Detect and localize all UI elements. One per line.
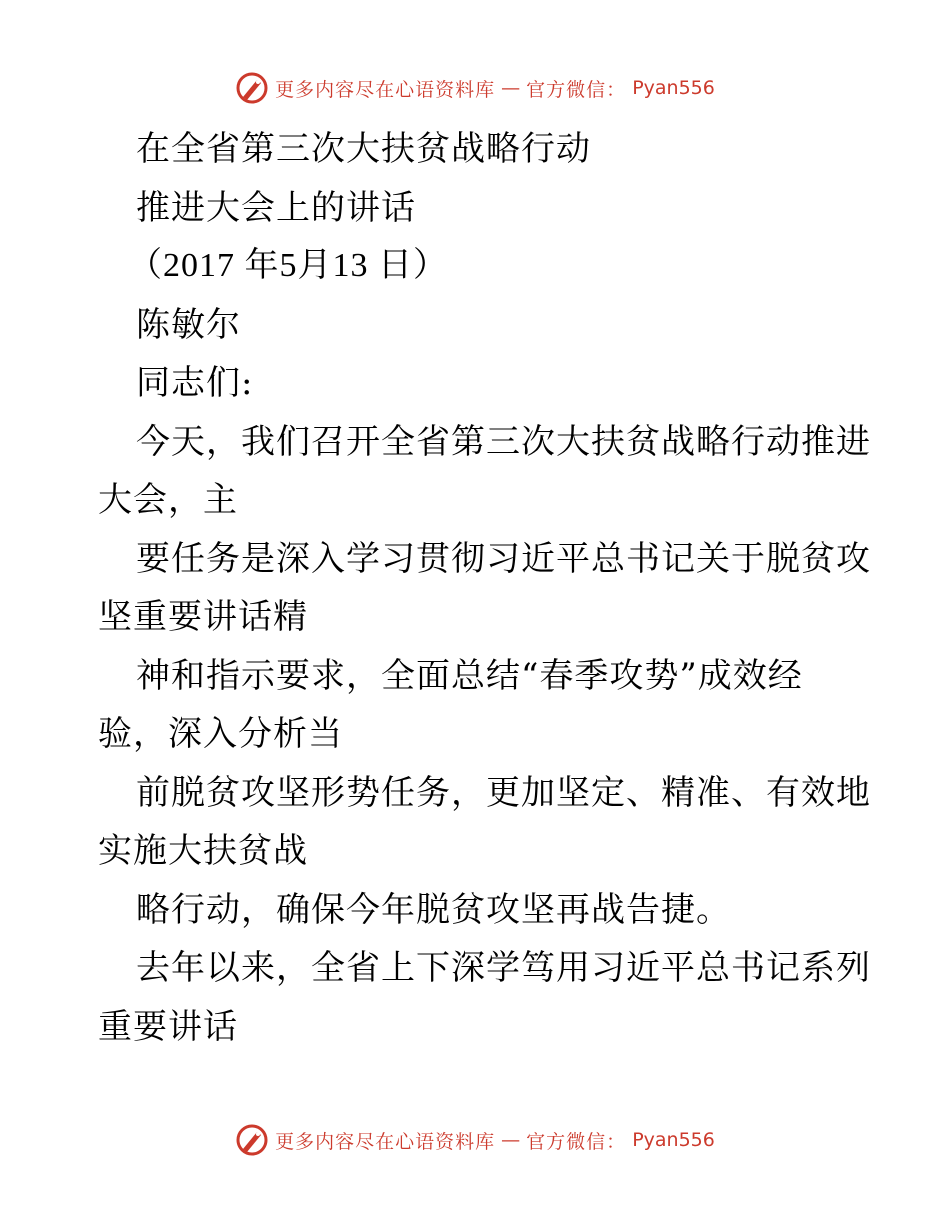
body-paragraphs (98, 413, 871, 1057)
pen-nib-logo-icon (235, 1123, 269, 1157)
salutation: 同志们: (136, 363, 254, 403)
body-line: 去年以来，全省上下深学笃用习近平总书记系列 (136, 948, 871, 988)
body-line: 略行动，确保今年脱贫攻坚再战告捷。 (136, 889, 731, 930)
body-line: 前脱贫攻坚形势任务，更加坚定、精准、有效地 (136, 772, 871, 813)
watermark-separator: — (501, 1129, 521, 1151)
watermark-separator: — (501, 77, 521, 99)
title-line-1: 在全省第三次大扶贫战略行动 (136, 129, 591, 169)
title-line-2: 推进大会上的讲话 (136, 187, 416, 228)
watermark-wechat-id: Pyan556 (632, 1129, 715, 1151)
watermark-wechat-id: Pyan556 (632, 77, 715, 99)
speech-date: （2017 年5月13 日） (128, 247, 448, 284)
author-name: 陈敏尔 (136, 304, 241, 345)
body-line: 验，深入分析当 (98, 714, 343, 754)
footer-watermark (0, 1120, 950, 1160)
header-watermark (0, 68, 950, 108)
body-line: 坚重要讲话精 (98, 597, 308, 637)
watermark-main-text: 更多内容尽在心语资料库 (275, 78, 496, 101)
body-line: 大会，主 (98, 480, 238, 520)
watermark-official-label: 官方微信： (526, 1130, 627, 1153)
pen-nib-logo-icon (235, 71, 269, 105)
body-line: 重要讲话 (98, 1006, 238, 1047)
body-line: 实施大扶贫战 (98, 831, 308, 871)
watermark-official-label: 官方微信： (526, 78, 627, 101)
document-body (98, 120, 871, 1056)
body-line: 神和指示要求，全面总结“春季攻势”成效经 (136, 655, 803, 696)
body-line: 今天，我们召开全省第三次大扶贫战略行动推进 (136, 421, 871, 462)
watermark-main-text: 更多内容尽在心语资料库 (275, 1130, 496, 1153)
body-line: 要任务是深入学习贯彻习近平总书记关于脱贫攻 (136, 538, 871, 579)
